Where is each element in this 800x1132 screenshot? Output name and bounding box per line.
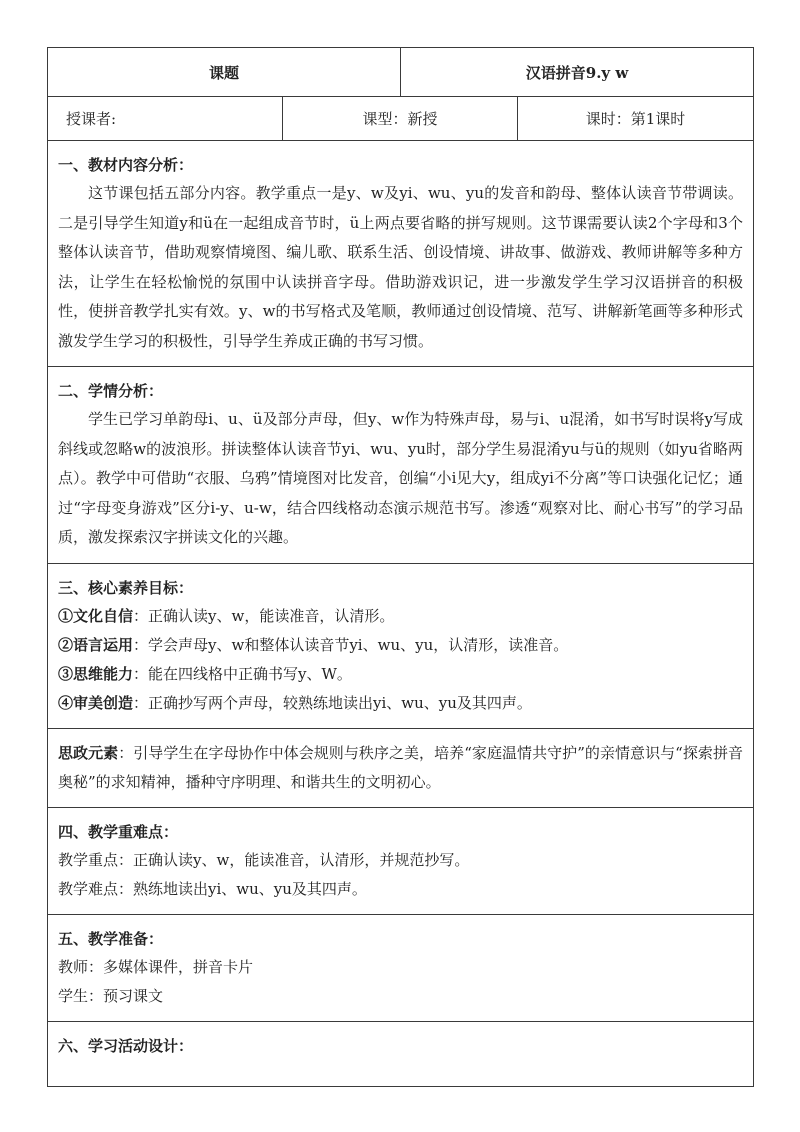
students-text: 学生已学习单韵母i、u、ü及部分声母，但y、w作为特殊声母，易与i、u混淆，如书写时误将y写成斜线或忽略w的波浪形。拼读整体认读音节yi、wu、yu时，部分学生易混淆yu与ü的规则（如yu省略两点）。教学中可借助“衣服、乌鸦”情境图对比发音，创编“小i见大y，组成yi不分离”等口诀强化记忆；通过“字母变身游戏”区分i-y、u-w，结合四线格动态演示规范书写。渗透“观察对比、耐心书写”的学习品质，激发探索汉字拼读文化的兴趣。 [58, 410, 744, 546]
ideology-section-row [48, 728, 754, 807]
ideology-text-block [58, 739, 743, 797]
goal-text: ：正确抄写两个声母，较熟练地读出yi、wu、yu及其四声。 [133, 693, 532, 712]
students-section [48, 367, 754, 564]
goals-section [48, 563, 754, 728]
key-points-heading: 四、教学重难点： [58, 822, 179, 841]
lesson-plan-table [47, 47, 754, 1087]
topic-title: 汉语拼音9.y w [401, 48, 754, 97]
goal-text: ：学会声母y、w和整体认读音节yi、wu、yu，认清形，读准音。 [133, 635, 569, 654]
lesson-type-cell: 课型：新授 [283, 97, 518, 141]
difficult-point-line: 教学难点：熟练地读出yi、wu、yu及其四声。 [58, 879, 367, 898]
goal-item [58, 660, 743, 689]
goal-label: ①文化自信 [58, 606, 134, 625]
goal-label: ②语言运用 [58, 635, 134, 654]
activities-section-row [48, 1021, 754, 1086]
material-section [48, 141, 754, 367]
key-point-line: 教学重点：正确认读y、w，能读准音，认清形，并规范抄写。 [58, 850, 470, 869]
goal-item [58, 602, 743, 631]
meta-row [48, 97, 754, 141]
goal-label: ④审美创造 [58, 693, 134, 712]
activities-heading: 六、学习活动设计： [58, 1036, 194, 1055]
header-row [48, 48, 754, 97]
preparation-heading: 五、教学准备： [58, 929, 164, 948]
preparation-section-row [48, 914, 754, 1021]
key-points-section [48, 807, 754, 914]
teacher-cell: 授课者: [48, 97, 283, 141]
students-heading: 二、学情分析： [58, 382, 164, 400]
goals-section-row [48, 563, 754, 728]
period-cell: 课时：第1课时 [518, 97, 754, 141]
goal-text: ：能在四线格中正确书写y、W。 [133, 664, 352, 683]
goal-label: ③思维能力 [58, 664, 134, 683]
goal-text: ：正确认读y、w，能读准音，认清形。 [133, 606, 395, 625]
student-prep-line: 学生：预习课文 [58, 986, 164, 1005]
topic-label: 课题 [48, 48, 401, 97]
goal-item [58, 689, 743, 718]
material-text: 这节课包括五部分内容。教学重点一是y、w及yi、wu、yu的发音和韵母、整体认读音节带调读。二是引导学生知道y和ü在一起组成音节时，ü上两点要省略的拼写规则。这节课需要认读2个字母和3个整体认读音节，借助观察情境图、编儿歌、联系生活、创设情境、讲故事、做游戏、教师讲解等多种方法，让学生在轻松愉悦的氛围中认读拼音字母。借助游戏识记，进一步激发学生学习汉语拼音的积极性，使拼音教学扎实有效。y、w的书写格式及笔顺，教师通过创设情境、范写、讲解新笔画等多种形式激发学生学习的积极性，引导学生养成正确的书写习惯。 [58, 184, 744, 350]
ideology-text: ：引导学生在字母协作中体会规则与秩序之美，培养“家庭温情共守护”的亲情意识与“探索拼音奥秘”的求知精神，播种守序明理、和谐共生的文明初心。 [58, 743, 744, 791]
material-section-row [48, 141, 754, 367]
goal-item [58, 631, 743, 660]
ideology-section [48, 728, 754, 807]
teacher-prep-line: 教师：多媒体课件，拼音卡片 [58, 957, 254, 976]
ideology-label: 思政元素 [58, 743, 119, 762]
activities-section [48, 1021, 754, 1086]
preparation-section [48, 914, 754, 1021]
material-heading: 一、教材内容分析： [58, 156, 194, 174]
students-section-row [48, 367, 754, 564]
goals-heading: 三、核心素养目标： [58, 578, 194, 597]
key-points-section-row [48, 807, 754, 914]
